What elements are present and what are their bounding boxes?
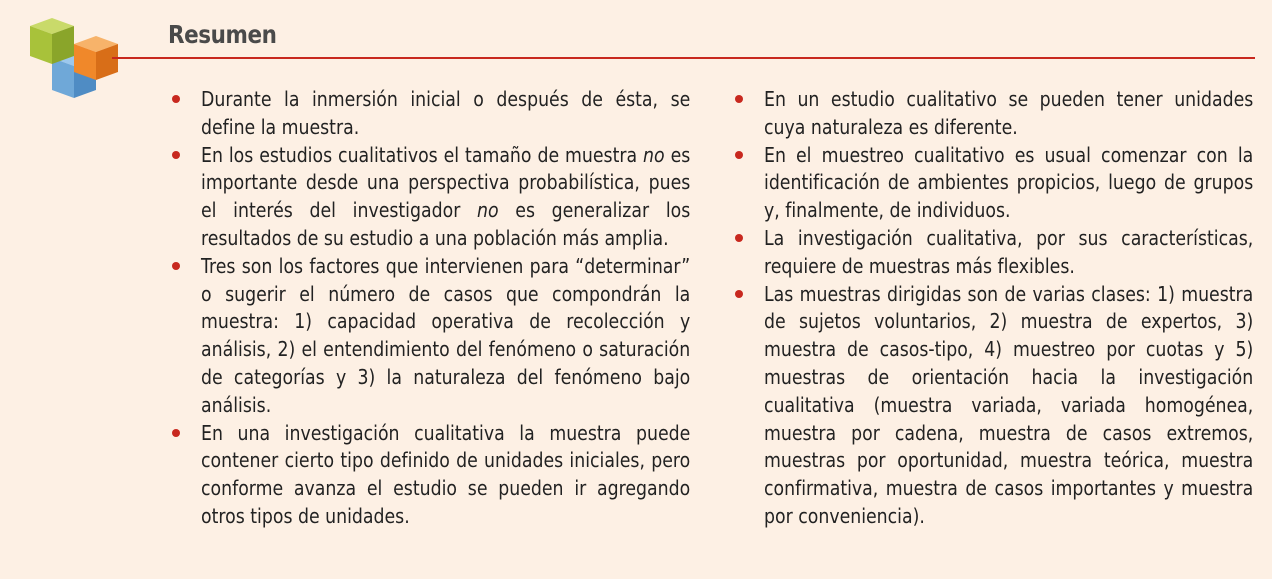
text-segment: Las muestras dirigidas son de varias clases: 1) muestra de sujetos voluntarios, 2) muestra de expertos, 3) muestra de casos-tipo, 4) muestreo por cuotas y 5) muestras de orientación hacia la investigación cualitativa (muestra variada, variada homogénea, muestra por cadena, muestra de casos extremos, muestras por oportunidad, muestra teórica, muestra confirmativa, muestra de casos importantes y muestra por conveniencia). bbox=[764, 281, 1254, 528]
summary-list-item bbox=[170, 420, 691, 531]
summary-list-item bbox=[733, 225, 1254, 281]
title-divider bbox=[112, 57, 1255, 59]
summary-item-text bbox=[201, 420, 690, 531]
text-segment: Tres son los factores que intervienen para “determinar” o sugerir el número de casos que compondrán la muestra: 1) capacidad operativa de recolección y análisis, 2) el entendimiento del fenómeno o saturación de categorías y 3) la naturaleza del fenómeno bajo análisis. bbox=[201, 253, 691, 417]
bullet-icon bbox=[735, 95, 743, 103]
bullet-icon bbox=[735, 234, 743, 242]
summary-list-item bbox=[733, 142, 1254, 225]
summary-list-item bbox=[170, 253, 691, 420]
summary-list-item bbox=[170, 142, 691, 253]
text-segment: En una investigación cualitativa la muestra puede contener cierto tipo definido de unidades iniciales, pero conforme avanza el estudio se pueden ir agregando otros tipos de unidades. bbox=[201, 420, 691, 528]
summary-item-text bbox=[201, 142, 690, 253]
bullet-icon bbox=[172, 151, 180, 159]
text-segment: La investigación cualitativa, por sus características, requiere de muestras más flexibles. bbox=[764, 225, 1254, 278]
text-segment: es generalizar los resultados de su estudio a una población más amplia. bbox=[201, 198, 691, 250]
summary-item-text bbox=[201, 86, 690, 142]
text-segment: es importante desde una perspectiva probabilística, pues el interés del investigador bbox=[201, 142, 691, 223]
green-cube-icon bbox=[30, 18, 74, 64]
stacked-cubes-logo bbox=[28, 14, 124, 100]
bullet-icon bbox=[735, 151, 743, 159]
bullet-icon bbox=[735, 290, 743, 298]
summary-item-text bbox=[764, 225, 1253, 281]
summary-list-item bbox=[170, 86, 691, 142]
emphasis-text: no bbox=[477, 198, 499, 223]
text-segment: En un estudio cualitativo se pueden tener unidades cuya naturaleza es diferente. bbox=[764, 87, 1254, 139]
summary-item-text bbox=[764, 142, 1253, 225]
bullet-icon bbox=[172, 429, 180, 437]
summary-item-text bbox=[764, 281, 1253, 531]
summary-item-text bbox=[201, 253, 690, 420]
text-segment: Durante la inmersión inicial o después de ésta, se define la muestra. bbox=[201, 87, 691, 139]
text-segment: En los estudios cualitativos el tamaño de muestra bbox=[201, 142, 644, 167]
summary-right-column bbox=[733, 86, 1254, 531]
summary-list-item bbox=[733, 281, 1254, 531]
bullet-icon bbox=[172, 95, 180, 103]
summary-list-item bbox=[733, 86, 1254, 142]
text-segment: En el muestreo cualitativo es usual comenzar con la identificación de ambientes propicios, luego de grupos y, finalmente, de individuos. bbox=[764, 142, 1254, 223]
emphasis-text: no bbox=[643, 142, 665, 167]
bullet-icon bbox=[172, 262, 180, 270]
section-title: Resumen bbox=[168, 20, 277, 49]
summary-left-column bbox=[170, 86, 691, 531]
summary-item-text bbox=[764, 86, 1253, 142]
